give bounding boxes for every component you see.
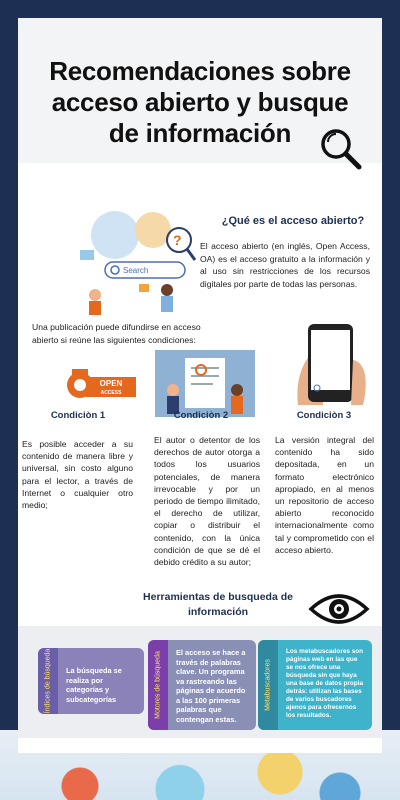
magnifier-icon [318,126,362,170]
hero-search-label: Search [123,266,149,275]
svg-text:?: ? [173,232,182,248]
publication-text: Una publicación puede difundirse en acceso abierto si reúne las siguientes condiciones: [32,322,201,345]
condition-3-text: La versión integral del contenido ha sido depositada, en un formato electrónico apropiado, en al menos un repositorio de acceso abierto reconocido internacionalmente como tal y comprometido con el acceso abierto. [275,435,374,555]
header [18,18,382,163]
page-title: Recomendaciones sobre acceso abierto y busque de información [49,56,351,148]
condition-3-label: Condiciòn 3 [296,410,352,421]
tool-side-label: Metabuscadores [264,659,272,711]
tool-side-strip [38,648,58,714]
question-heading: ¿Qué es el acceso abierto? [221,215,365,227]
tool-text: El acceso se hace a través de palabras clave. Un programa va rastreando las páginas de acuerdo a las 100 primeras palabras que contengan estas. [176,648,246,724]
documents-illustration [155,350,255,417]
open-access-logo [58,365,140,405]
condition-1-label: Condiciòn 1 [50,410,106,421]
eye-icon [308,589,370,629]
tool-side-label: Índices de búsqueda [44,648,52,714]
tool-card-indices [38,648,144,714]
condition-2-label: Condiciòn 2 [173,410,229,421]
tools-heading: Herramientas de busqueda de información [143,591,293,618]
smartphone-illustration [293,320,373,405]
tool-text: La búsqueda se realiza por categorías y subcategorías [66,666,122,704]
question-text: El acceso abierto (en inglés, Open Access, OA) es el acceso gratuito a la información y al uso sin restricciones de los recursos digitales por parte de todas las personas. [200,241,370,289]
tool-side-strip [258,640,278,730]
tool-side-label: Motores de búsqueda [154,651,162,719]
tool-card-motores [148,640,256,730]
infographic-panel [18,18,382,753]
tool-text: Los metabuscadores son páginas web en las que se nos ofrece una búsqueda sin que haya una base de datos propia detrás: utilizan las bases de varios buscadores ajenos para ofrecernos los resultados. [286,648,364,719]
condition-1-text: Es posible acceder a su contenido de manera libre y universal, sin costo alguno para el lector, a través de Internet o cualquier otro medio; [22,439,133,511]
logo-text-top: OPEN [99,379,123,388]
condition-2-text: El autor o detentor de los derechos de autor otorga a todos los usuarios potenciales, de manera irrevocable y por un periodo de tiempo ilimitado, el derecho de utilizar, copiar o distribuir el contenido, con la única condición de que se dé el debido crédito a su autor; [154,435,260,568]
tool-side-strip [148,640,168,730]
search-illustration [75,200,201,318]
logo-text-bottom: ACCESS [100,390,122,396]
tool-card-metabuscadores [258,640,372,730]
